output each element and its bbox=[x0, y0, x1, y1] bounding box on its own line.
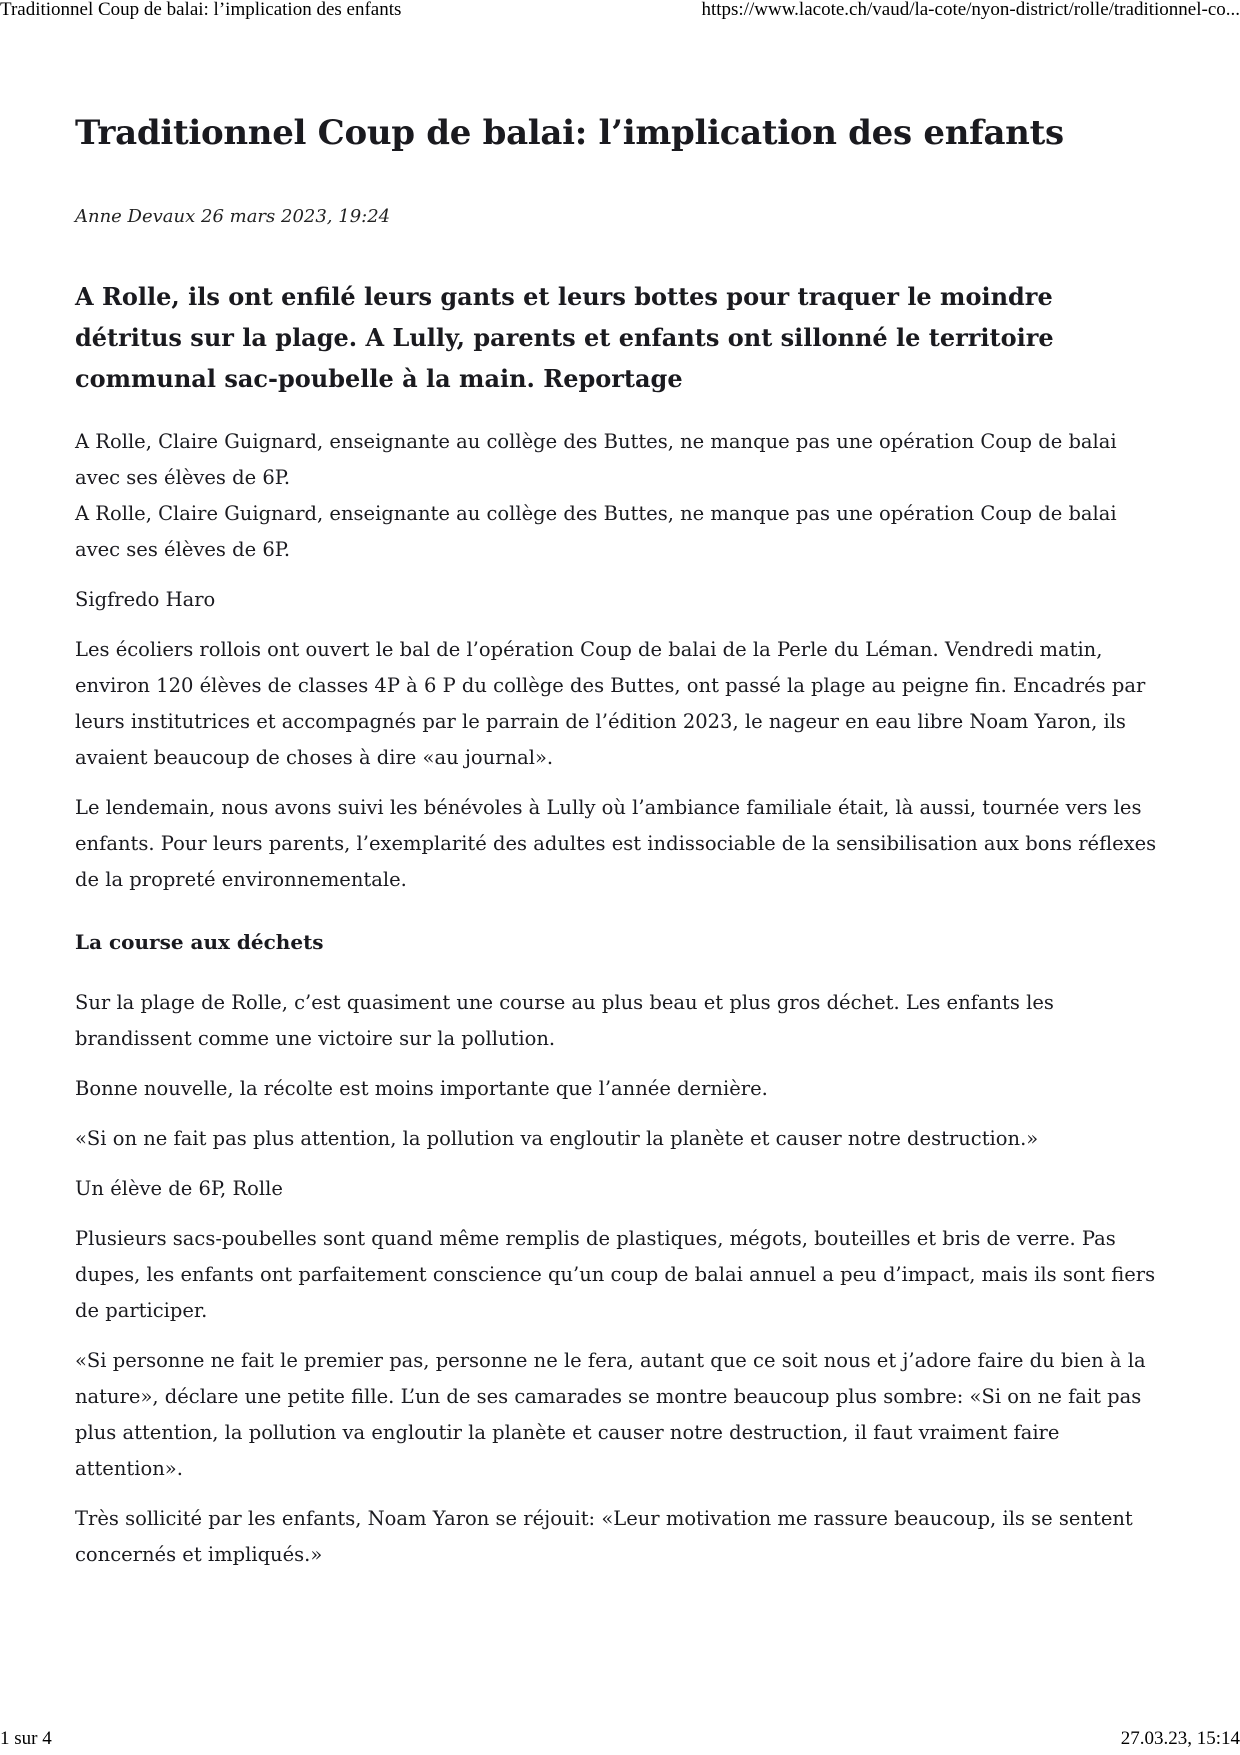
print-header-url[interactable]: https://www.lacote.ch/vaud/la-cote/nyon-district/rolle/traditionnel-co... bbox=[701, 0, 1240, 20]
paragraph: Sur la plage de Rolle, c’est quasiment une course au plus beau et plus gros déchet. Les enfants les brandissent comme une victoire sur la pollution. bbox=[75, 991, 1054, 1050]
article-byline: Anne Devaux 26 mars 2023, 19:24 bbox=[75, 206, 391, 227]
print-header bbox=[0, 0, 1240, 23]
paragraph: Très sollicité par les enfants, Noam Yaron se réjouit: «Leur motivation me rassure beaucoup, ils se sentent concernés et impliqués.» bbox=[75, 1507, 1133, 1566]
photo-caption: A Rolle, Claire Guignard, enseignante au collège des Buttes, ne manque pas une opération Coup de balai avec ses élèves de 6P. bbox=[75, 430, 1117, 489]
photo-caption: A Rolle, Claire Guignard, enseignante au collège des Buttes, ne manque pas une opération Coup de balai avec ses élèves de 6P. bbox=[75, 502, 1117, 561]
paragraph: Les écoliers rollois ont ouvert le bal de l’opération Coup de balai de la Perle du Léman. Vendredi matin, environ 120 élèves de classes 4P à 6 P du collège des Buttes, ont passé la plage au peigne fin. Encadrés par leurs institutrices et accompagnés par le parrain de l’édition 2023, le nageur en eau libre Noam Yaron, ils avaient beaucoup de choses à dire «au journal». bbox=[75, 638, 1146, 769]
article-body bbox=[75, 424, 1165, 1587]
print-timestamp: 27.03.23, 15:14 bbox=[1120, 1728, 1240, 1749]
paragraph: Plusieurs sacs-poubelles sont quand même remplis de plastiques, mégots, bouteilles et bris de verre. Pas dupes, les enfants ont parfaitement conscience qu’un coup de balai annuel a peu d’impact, mais ils sont fiers de participer. bbox=[75, 1227, 1156, 1322]
page-indicator: 1 sur 4 bbox=[0, 1728, 52, 1749]
photo-credit: Sigfredo Haro bbox=[75, 588, 216, 611]
paragraph: Bonne nouvelle, la récolte est moins importante que l’année dernière. bbox=[75, 1077, 768, 1100]
paragraph: «Si personne ne fait le premier pas, personne ne le fera, autant que ce soit nous et j’adore faire du bien à la nature», déclare une petite fille. L’un de ses camarades se montre beaucoup plus sombre: «Si on ne fait pas plus attention, la pollution va engloutir la planète et causer notre destruction, il faut vraiment faire attention». bbox=[75, 1349, 1146, 1480]
print-header-title: Traditionnel Coup de balai: l’implication des enfants bbox=[0, 0, 402, 20]
article-lead: A Rolle, ils ont enfilé leurs gants et leurs bottes pour traquer le moindre détritus sur la plage. A Lully, parents et enfants ont sillonné le territoire communal sac-poubelle à la main. Reportage bbox=[75, 282, 1054, 393]
pull-quote: «Si on ne fait pas plus attention, la pollution va engloutir la planète et causer notre destruction.» bbox=[75, 1127, 1039, 1150]
paragraph: Le lendemain, nous avons suivi les bénévoles à Lully où l’ambiance familiale était, là aussi, tournée vers les enfants. Pour leurs parents, l’exemplarité des adultes est indissociable de la sensibilisation aux bons réflexes de la propreté environnementale. bbox=[75, 796, 1157, 891]
print-footer bbox=[0, 1728, 1240, 1752]
article-title: Traditionnel Coup de balai: l’implication des enfants bbox=[75, 113, 1064, 153]
section-subheading: La course aux déchets bbox=[75, 930, 324, 954]
quote-attribution: Un élève de 6P, Rolle bbox=[75, 1177, 283, 1200]
